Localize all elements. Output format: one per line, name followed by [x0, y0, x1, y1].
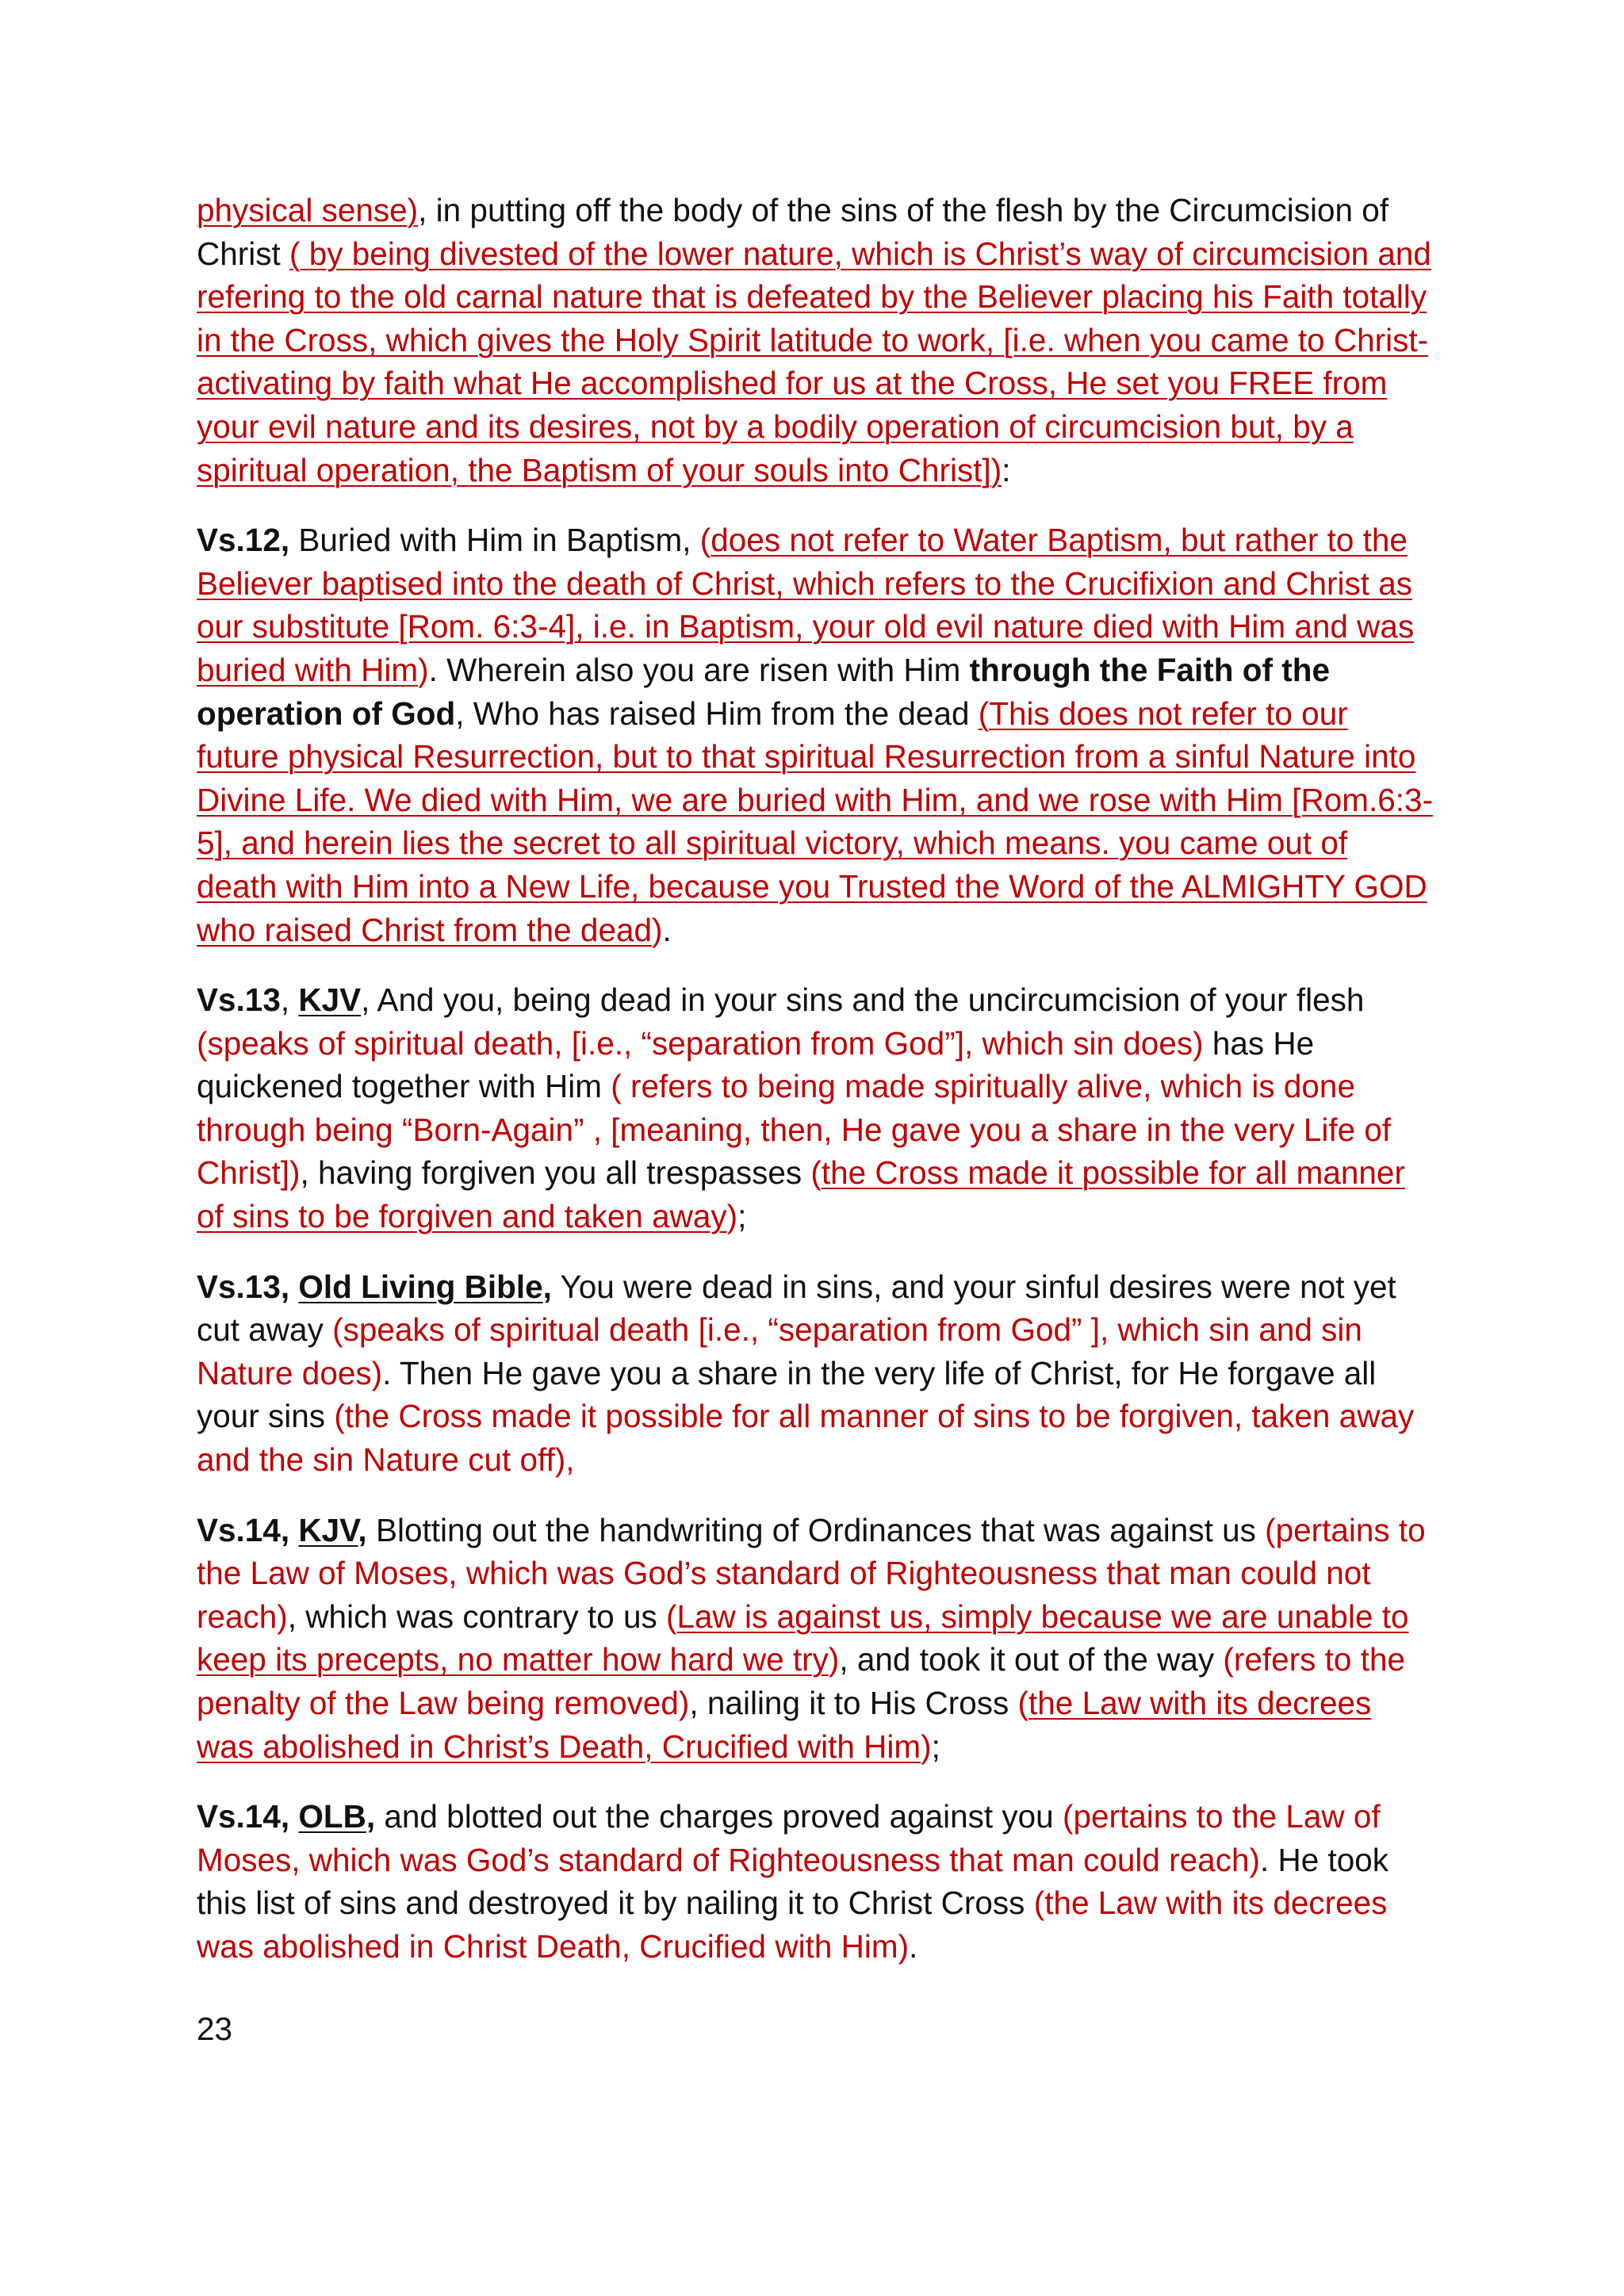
commentary-text: ( by being divested of the lower nature, which is Christ’s way of circumcision and	[289, 235, 1431, 272]
commentary-text: )	[418, 651, 429, 688]
scripture-text: KJV	[298, 1511, 358, 1548]
scripture-text: , which was contrary to us	[287, 1598, 666, 1635]
commentary-text: )	[828, 1641, 840, 1678]
commentary-text: the Law with its decrees was abolished in Christ’s Death, Crucified with Him	[197, 1685, 1372, 1765]
scripture-text: KJV	[298, 982, 362, 1019]
scripture-text: , nailing it to His Cross	[689, 1685, 1018, 1721]
scripture-text: and blotted out the charges proved against you	[375, 1798, 1063, 1835]
scripture-text: ,	[358, 1511, 367, 1548]
scripture-text: ;	[737, 1198, 747, 1235]
scripture-text: :	[1002, 451, 1011, 488]
scripture-text: , and took it out of the way	[839, 1641, 1224, 1678]
scripture-text: Buried with Him in Baptism,	[289, 522, 700, 559]
paragraph	[197, 978, 1434, 1238]
scripture-text: Vs.13	[197, 982, 281, 1019]
commentary-text: ,	[565, 1441, 575, 1479]
commentary-text: )	[921, 1728, 932, 1765]
paragraph	[197, 1509, 1434, 1769]
commentary-text: (	[1017, 1685, 1029, 1721]
scripture-text: ,	[542, 1268, 552, 1305]
scripture-text: Vs.14,	[197, 1798, 299, 1835]
paragraph	[197, 519, 1434, 951]
scripture-text: ,	[280, 982, 299, 1019]
commentary-text: (the Cross made it possible for all manner of sins to be forgiven, taken away and the sin Nature cut off)	[197, 1398, 1415, 1479]
paragraph	[197, 189, 1434, 492]
scripture-text: . Wherein also you are risen with Him	[428, 651, 970, 688]
scripture-text: OLB	[298, 1798, 366, 1835]
commentary-text: does not refer to Water Baptism, but rather to the Believer baptised into the death of Christ, which refers to the Crucifixion and Christ as our substitute [Rom. 6:3-4], i.e. in Baptism, your old evil nature died with Him and was buried with Him	[197, 522, 1415, 688]
scripture-text: ;	[931, 1728, 940, 1765]
scripture-text: . He took this list of sins and destroyed it by nailing it to Christ Cross	[197, 1841, 1389, 1922]
page-number: 23	[197, 2011, 233, 2047]
commentary-text: (	[810, 1154, 822, 1192]
scripture-text: Vs.13,	[197, 1268, 299, 1305]
scripture-text: , Who has raised Him from the dead	[455, 695, 979, 732]
commentary-text: (refers to the penalty of the Law being removed)	[197, 1641, 1406, 1721]
commentary-text: (the Law with its decrees was abolished in Christ Death, Crucified with Him)	[197, 1885, 1388, 1965]
scripture-text: through the Faith of the operation of God	[197, 651, 1331, 732]
scripture-text: .	[909, 1927, 918, 1965]
scripture-text: Vs.14,	[197, 1511, 299, 1548]
commentary-text: (This does not refer to our future physical Resurrection, but to that spiritual Resurrection from a sinful Nature into Divine Life. We died with Him, we are buried with Him, and we rose with Him [Rom.6:3-5], and herein lies the secret to all spiritual victory, which means. you came out of death with Him into a New Life, because you Trusted the Word of the ALMIGHTY GOD who raised Christ from the dead	[197, 695, 1434, 948]
scripture-text: has He quickened together with Him	[197, 1024, 1315, 1105]
commentary-text: (	[699, 522, 711, 559]
commentary-text: (pertains to the Law of Moses, which was God’s standard of Righteousness that man could not reach)	[197, 1511, 1426, 1635]
commentary-text: (speaks of spiritual death [i.e., “separation from God” ], which sin and sin Nature does)	[197, 1311, 1362, 1391]
scripture-text: Vs.12,	[197, 522, 290, 559]
document-body	[197, 189, 1434, 1996]
commentary-text: )	[726, 1198, 738, 1235]
commentary-text: the Cross made it possible for all manner of sins to be forgiven and taken away	[197, 1154, 1405, 1235]
commentary-text: (	[665, 1598, 677, 1635]
scripture-text: ,	[366, 1798, 376, 1835]
scripture-text: , in putting off the body of the sins of the flesh by the Circumcision of Christ	[197, 192, 1389, 272]
scripture-text: You were dead in sins, and your sinful desires were not yet cut away	[197, 1268, 1396, 1349]
commentary-text: Law is against us, simply because we are unable to keep its precepts, no matter how hard we try	[197, 1598, 1409, 1678]
scripture-text: Blotting out the handwriting of Ordinances that was against us	[366, 1511, 1266, 1548]
commentary-text: refering to the old carnal nature that is defeated by the Believer placing his Faith totally in the Cross, which gives the Holy Spirit latitude to work, [i.e. when you came to Christ- activating by faith what He accomplished for us at the Cross, He set you FREE from your evil nature and its desires, not by a bodily operation of circumcision but, by a spiritual operation, the Baptism of your souls into Christ])	[197, 278, 1429, 488]
scripture-text: , having forgiven you all trespasses	[300, 1154, 811, 1192]
commentary-text: (pertains to the Law of Moses, which was God’s standard of Righteousness that man could reach)	[197, 1798, 1381, 1878]
commentary-text: (speaks of spiritual death, [i.e., “separation from God”], which sin does)	[197, 1024, 1204, 1062]
paragraph	[197, 1795, 1434, 1968]
scripture-text: Old Living Bible	[298, 1268, 543, 1305]
scripture-text: , And you, being dead in your sins and the uncircumcision of your flesh	[361, 982, 1365, 1019]
paragraph	[197, 1265, 1434, 1482]
commentary-text: )	[652, 911, 663, 948]
commentary-text: physical sense)	[197, 192, 419, 228]
commentary-text: ( refers to being made spiritually alive, which is done through being “Born-Again” , [meaning, then, He gave you a share in the very Life of Christ])	[197, 1068, 1392, 1192]
scripture-text: .	[662, 911, 672, 948]
scripture-text: . Then He gave you a share in the very life of Christ, for He forgave all your sins	[197, 1354, 1377, 1435]
